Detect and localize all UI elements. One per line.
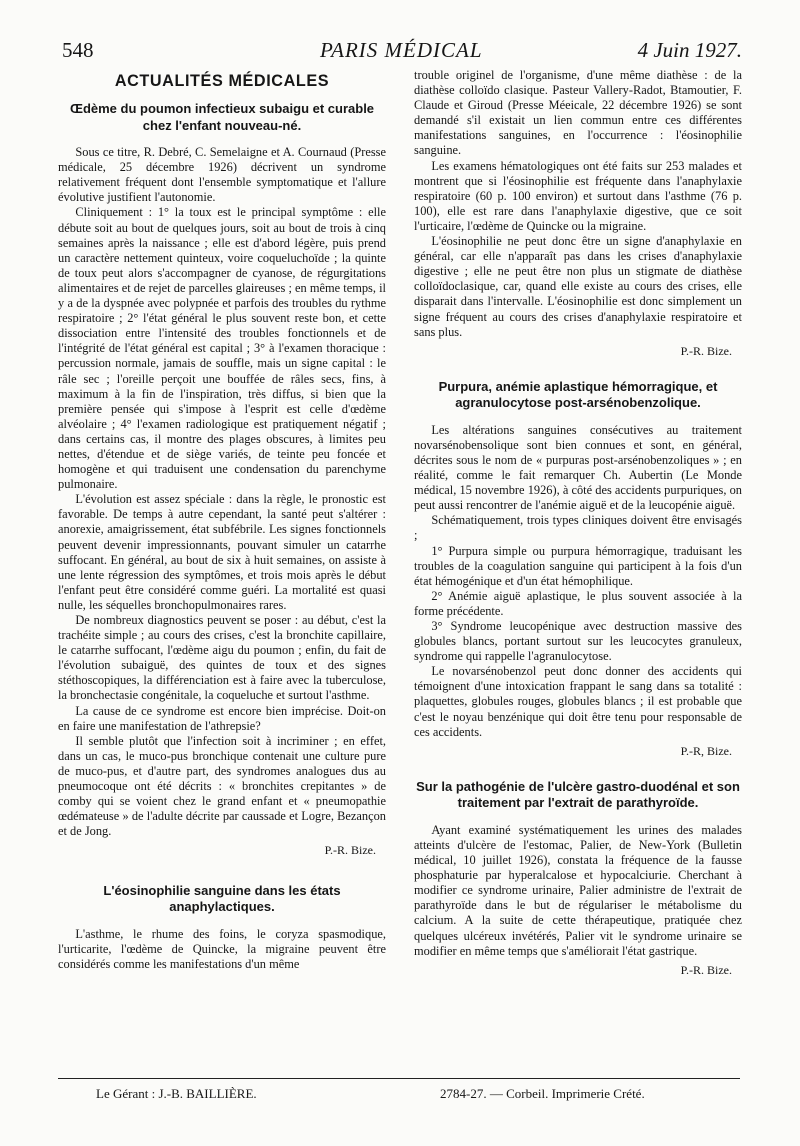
paragraph: Il semble plutôt que l'infection soit à incriminer ; en effet, dans un cas, le muco-pus bronchique contenait une culture pure de muco-pus, et d'autre part, des syndromes analogues dus au pneumocoque ont été décrits : « bronchites crepitantes » de comby qui se voient chez le grand enfant et « pneumopathie œdémateuse » de l'adulte décrite par caussade et Logre, Bezançon et de Jong. <box>58 733 386 839</box>
paragraph: L'évolution est assez spéciale : dans la règle, le pronostic est favorable. De temps à autre cependant, la santé peut s'altérer : anorexie, amaigrissement, état subfébrile. Les signes fonctionnels peuvent devenir impressionnants, pouvant simuler un catarrhe suffocant. En général, au bout de six à huit semaines, on assiste à une lente régression des symptômes, et trois mois après le début l'enfant peut être considéré comme guéri. La mortalité est quasi nulle, les séquelles bronchopulmonaires rares. <box>58 492 386 612</box>
article-title-purpura: Purpura, anémie aplastique hémorragique, et agranulocytose post-arsénobenzolique. <box>438 378 718 411</box>
paragraph: Ayant examiné systématiquement les urines des malades atteints d'ulcère de l'estomac, Palier, de New-York (Bulletin médical, 10 juillet 1926), constata la fréquence de la fausse phosphaturie par hyperalcalose et hypocalciurie. Cherchant à modifier ce syndrome urinaire, Palier administre de l'extrait de parathyroïde dans le but de régulariser le métabolisme du calcium. A la suite de cette thérapeutique, pratiquée chez quelques ulcéreux invétérés, Palier vit le syndrome urinaire se modifier en même temps que s'améliorait l'état gastrique. <box>414 822 742 958</box>
issue-date: 4 Juin 1927. <box>637 38 742 62</box>
paragraph: 1° Purpura simple ou purpura hémorragique, traduisant les troubles de la coagulation sanguine qui participent à la fois d'un état hémogénique et d'un état hémophilique. <box>414 543 742 588</box>
footer-gerant: Le Gérant : J.-B. BAILLIÈRE. <box>96 1086 257 1101</box>
paragraph: L'éosinophilie ne peut donc être un signe d'anaphylaxie en général, car elle n'apparaît pas dans les crises d'anaphylaxie digestive ; elle ne peut être non plus un stigmate de diathèse colloïdoclasique, car, quand elle existe au cours des crises, elle disparait dans l'intervalle. L'éosinophilie est donc simplement un signe fréquent au cours des crises d'anaphylaxie respiratoire et sans plus. <box>414 234 742 339</box>
paragraph: L'asthme, le rhume des foins, le coryza spasmodique, l'urticarite, l'œdème de Quincke, la migraine peuvent être considérés comme les manifestations d'un même <box>58 926 386 971</box>
signature: P.-R. Bize. <box>324 843 376 858</box>
article-title-ulcere: Sur la pathogénie de l'ulcère gastro-duodénal et son traitement par l'extrait de parathyroïde. <box>416 778 740 811</box>
left-column <box>58 68 386 972</box>
article-title-eosinophilie: L'éosinophilie sanguine dans les états anaphylactiques. <box>103 882 341 914</box>
paragraph: La cause de ce syndrome est encore bien imprécise. Doit-on en faire une manifestation de l'athrepsie? <box>58 703 386 733</box>
signature: P.-R. Bize. <box>680 962 732 977</box>
page-header <box>0 0 800 64</box>
footer-rule <box>58 1078 740 1079</box>
section-title: ACTUALITÉS MÉDICALES <box>114 72 330 90</box>
signature: P.-R, Bize. <box>680 743 732 758</box>
paragraph: Les examens hématologiques ont été faits sur 253 malades et montrent que si l'éosinophilie est fréquente dans l'anaphylaxie respiratoire (60 p. 100 environ) et surtout dans l'asthme (76 p. 100), elle est rare dans l'anaphylaxie digestive, que ce soit l'urticaire, l'œdème de Quincke ou la migraine. <box>414 158 742 233</box>
journal-title: PARIS MÉDICAL <box>320 38 483 62</box>
page-number: 548 <box>62 38 94 62</box>
paragraph: Le novarsénobenzol peut donc donner des accidents qui témoignent d'une intoxication frappant le sang dans sa totalité : plaquettes, globules rouges, globules blancs ; il est probable que c'est le noyau benzénique qui doit être tenu pour responsable de ces accidents. <box>414 664 742 739</box>
paragraph: Schématiquement, trois types cliniques doivent être envisagés ; <box>414 513 742 543</box>
paragraph: 2° Anémie aiguë aplastique, le plus souvent associée à la forme précédente. <box>414 588 742 618</box>
paragraph: Les altérations sanguines consécutives au traitement novarsénobensolique sont bien connues et sont, en général, décrites sous le nom de « purpuras post-arsénobenzoliques » ; en réalité, comme le fait remarquer Ch. Aubertin (Le Monde médical, 15 novembre 1926), à côté des accidents purpuriques, on peut aussi rencontrer de l'anémie aiguë et de la leucopénie aiguë. <box>414 422 742 513</box>
right-column <box>414 68 742 978</box>
article-title-oedeme: Œdème du poumon infectieux subaigu et curable chez l'enfant nouveau-né. <box>69 101 375 133</box>
paragraph: 3° Syndrome leucopénique avec destruction massive des globules blancs, portant surtout sur les leucocytes granuleux, syndrome qui rappelle l'agranulocytose. <box>414 619 742 664</box>
footer-printer: 2784-27. — Corbeil. Imprimerie Crété. <box>440 1086 645 1101</box>
paragraph: trouble originel de l'organisme, d'une même diathèse : de la diathèse colloïdo clasique. Pasteur Vallery-Radot, Btamoutier, F. Claude et Giroud (Presse Méeicale, 22 décembre 1926) se sont demandé s'il existait un lien commun entre ces différentes manifestations sanguines, en l'occurrence : l'éosinophilie sanguine. <box>414 68 742 158</box>
paragraph: Cliniquement : 1° la toux est le principal symptôme : elle débute soit au bout de quelques jours, soit au bout de trois à cinq semaines après la naissance ; elle est d'abord légère, puis prend un caractère nettement quinteux, voire coqueluchoïde ; la quinte de toux peut alors s'accompagner de cyanose, de régurgitations alimentaires et de rejet de parcelles glaireuses ; en même temps, il y a de la dyspnée avec polypnée et parfois des troubles du rythme respiratoire ; 2° l'état général le plus souvent reste bon, et cette dissociation entre l'intensité des troubles fonctionnels et de l'intégrité de l'état général est capital ; 3° à l'examen thoracique : percussion normale, jamais de souffle, mais un signe capital : le râle sec ; l'oreille perçoit une bouffée de râles secs, fins, à maximum à la fin de l'inspiration, très diffus, si bien que la première pensée qui s'impose à l'esprit est celle d'œdème alvéolaire ; 4° l'examen radiologique est pratiquement négatif ; dans certains cas, il montre des plages obscures, à limites peu nettes, d'étendue et de siège variés, de teinte peu foncée et homogène et qui traduisent une condensation du parenchyme pulmonaire. <box>58 205 386 492</box>
paragraph: Sous ce titre, R. Debré, C. Semelaigne et A. Cournaud (Presse médicale, 25 décembre 1926) décrivent un syndrome relativement fréquent dont l'ensemble symptomatique et l'allure évolutive justifient l'autonomie. <box>58 145 386 205</box>
signature: P.-R. Bize. <box>680 343 732 358</box>
paragraph: De nombreux diagnostics peuvent se poser : au début, c'est la trachéite simple ; au cours des crises, c'est la bronchite capillaire, le catarrhe suffocant, l'œdème aigu du poumon ; enfin, du fait de l'évolution subaiguë, des quintes de toux et des signes stéthoscopiques, la différenciation est à faire avec la tuberculose, la bronchectasie congénitale, la coqueluche et surtout l'asthme. <box>58 613 386 703</box>
